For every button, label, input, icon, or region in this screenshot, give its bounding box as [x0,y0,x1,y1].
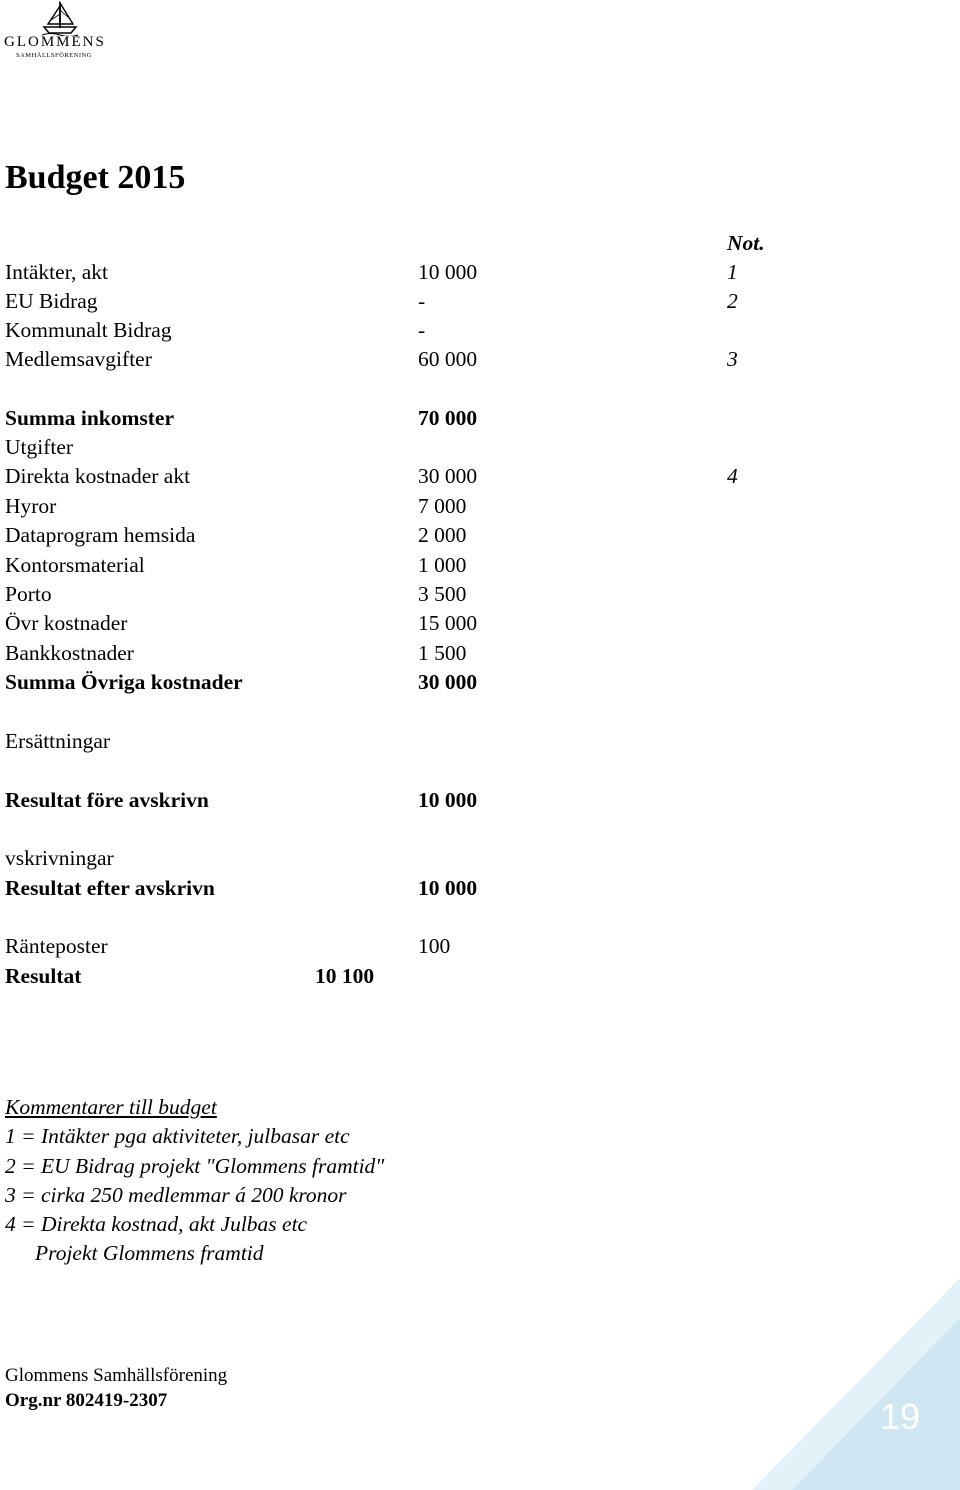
row-value: 3 500 [418,582,467,606]
comments-heading: Kommentarer till budget [5,1095,217,1119]
row-label: Övr kostnader [5,611,128,635]
budget-row-avskrivningar [0,844,960,873]
budget-row-summa-ovriga [0,668,960,697]
row-label: Medlemsavgifter [5,347,152,371]
row-label: Bankkostnader [5,641,134,665]
row-label: Ränteposter [5,934,108,958]
budget-row-intakter [0,258,960,287]
page-corner-decoration [752,1278,960,1490]
footer-organization: Glommens Samhällsförening [5,1365,228,1386]
footer-org-number: Org.nr 802419-2307 [5,1390,168,1411]
logo-subtitle: SAMHÄLLSFÖRENING [16,52,92,59]
row-label: Summa Övriga kostnader [5,670,243,694]
row-label: Utgifter [5,435,74,459]
row-value: 1 000 [418,553,467,577]
row-label: Resultat före avskrivn [5,788,209,812]
row-label: Summa inkomster [5,406,175,430]
note-column-header: Not. [727,231,765,255]
comment-line: 4 = Direkta kostnad, akt Julbas etc [5,1212,308,1237]
row-value: 60 000 [418,347,478,371]
budget-row-utgifter [0,433,960,462]
row-label: Dataprogram hemsida [5,523,196,547]
row-value: 30 000 [418,670,478,694]
row-value: 15 000 [418,611,478,635]
row-label: Kontorsmaterial [5,553,145,577]
budget-row-resultat-efter [0,874,960,903]
budget-row-bankkostnader [0,639,960,668]
budget-row-eu-bidrag [0,287,960,316]
comment-continuation: Projekt Glommens framtid [35,1241,264,1266]
budget-row-summa-inkomster [0,404,960,433]
budget-row-direkta-kostnader [0,462,960,491]
budget-row-medlemsavgifter [0,345,960,374]
row-value: 1 500 [418,641,467,665]
row-note: 4 [727,464,738,488]
row-value: 10 000 [418,788,478,812]
budget-row-ranteposter [0,932,960,961]
budget-row-ersattningar [0,727,960,756]
row-value: 70 000 [418,406,478,430]
budget-comments [5,1093,384,1269]
budget-row-ovr-kostnader [0,609,960,638]
comment-line: 2 = EU Bidrag projekt "Glommens framtid" [5,1153,385,1178]
budget-row-hyror [0,492,960,521]
row-value: - [418,289,426,313]
sailboat-icon [40,0,80,36]
row-label: Kommunalt Bidrag [5,318,172,342]
row-label: Resultat efter avskrivn [5,876,215,900]
row-value: 30 000 [418,464,478,488]
row-value: 2 000 [418,523,467,547]
row-value: 7 000 [418,494,467,518]
row-label: Hyror [5,494,57,518]
row-label: vskrivningar [5,846,114,870]
row-value: - [418,318,426,342]
budget-row-resultat [0,962,960,991]
row-value: 100 [418,934,451,958]
budget-row-resultat-fore [0,786,960,815]
row-value: 10 000 [418,260,478,284]
comment-line: 1 = Intäkter pga aktiviteter, julbasar etc [5,1124,350,1149]
row-label: EU Bidrag [5,289,98,313]
budget-row-kommunalt-bidrag [0,316,960,345]
row-label: Porto [5,582,52,606]
row-label: Resultat [5,964,82,988]
row-value: 10 100 [315,964,375,988]
row-label: Ersättningar [5,729,111,753]
row-note: 3 [727,347,738,371]
comment-line: 3 = cirka 250 medlemmar á 200 kronor [5,1182,347,1207]
budget-row-porto [0,580,960,609]
logo-name: GLOMMENS [4,34,106,50]
page-number: 19 [880,1396,921,1437]
row-note: 2 [727,289,738,313]
organization-logo [4,0,116,64]
row-note: 1 [727,260,738,284]
row-label: Intäkter, akt [5,260,109,284]
budget-row-kontorsmaterial [0,551,960,580]
row-value: 10 000 [418,876,478,900]
row-label: Direkta kostnader akt [5,464,191,488]
budget-row-dataprogram [0,521,960,550]
page-title: Budget 2015 [5,159,186,196]
